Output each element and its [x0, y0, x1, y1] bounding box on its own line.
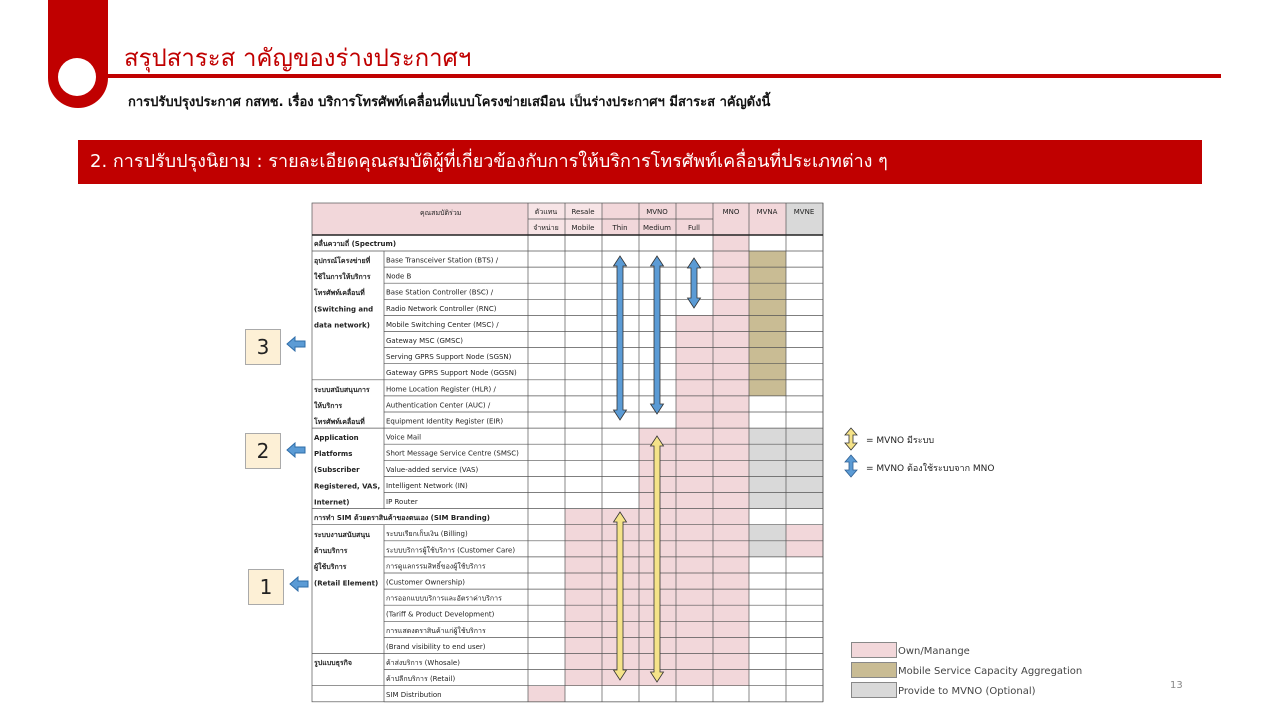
service-fill-col-7: [713, 509, 749, 686]
header-thin: Thin: [612, 224, 628, 232]
row-item-label: Base Station Controller (BSC) /: [386, 288, 494, 297]
sim-branding-label: การทำ SIM ด้วยตราสินค้าของตนเอง (SIM Branding): [314, 514, 490, 522]
full-core-cells: [676, 315, 713, 428]
header-full: Full: [688, 224, 700, 232]
platform-group-label: Platforms: [314, 450, 353, 459]
row-item-label: Base Transceiver Station (BTS) /: [386, 256, 499, 265]
legend-yellow-text: = MVNO มีระบบ: [866, 436, 935, 446]
platform-group-label: Internet): [314, 498, 350, 507]
marker-3: 3: [245, 329, 281, 365]
row-item-label: การแสดงตราสินค้าแก่ผู้ใช้บริการ: [386, 626, 486, 635]
row-item-label: Voice Mail: [386, 433, 422, 442]
mno-platform-cells: [713, 428, 749, 509]
network-group-label: โทรศัพท์เคลื่อนที่: [314, 289, 365, 298]
service-group-label: ผู้ใช้บริการ: [314, 563, 347, 572]
row-item-label: Value-added service (VAS): [386, 465, 479, 474]
page-subtitle: การปรับปรุงประกาศ กสทช. เรื่อง บริการโทรศัพท์เคลื่อนที่แบบโครงข่ายเสมือน เป็นร่างประกาศฯ มีสาระส าคัญดังนี้: [128, 95, 771, 110]
header-mno: MNO: [722, 208, 740, 216]
key-own-swatch: [851, 642, 897, 658]
service-group-label: ด้านบริการ: [314, 547, 348, 556]
row-item-label: Mobile Switching Center (MSC) /: [386, 320, 499, 329]
network-group-label: (Switching and: [314, 305, 374, 314]
row-item-label: Authentication Center (AUC) /: [386, 401, 491, 410]
row-item-label: Short Message Service Centre (SMSC): [386, 449, 519, 458]
network-group-label: data network): [314, 321, 370, 330]
support-group-label: ให้บริการ: [314, 402, 343, 411]
row-item-label: SIM Distribution: [386, 691, 442, 700]
row-item-label: Equipment Identity Register (EIR): [386, 417, 504, 426]
row-item-label: IP Router: [386, 498, 418, 506]
key-opt-swatch: [851, 682, 897, 698]
row-item-label: (Customer Ownership): [386, 578, 466, 587]
row-item-label: Home Location Register (HLR) /: [386, 385, 496, 394]
platform-group-label: Registered, VAS,: [314, 482, 381, 491]
key-opt-label: Provide to MVNO (Optional): [898, 686, 1036, 697]
header-mvna: MVNA: [756, 208, 778, 216]
row-item-label: การดูแลกรรมสิทธิ์ของผู้ใช้บริการ: [386, 562, 486, 571]
row-item-label: ระบบเรียกเก็บเงิน (Billing): [386, 530, 468, 539]
blue-double-arrow-icon: [844, 454, 858, 478]
network-mvna-cells: [749, 251, 786, 396]
key-own-label: Own/Manange: [898, 646, 970, 657]
legend-blue-text: = MVNO ต้องใช้ระบบจาก MNO: [866, 464, 995, 474]
row-item-label: Gateway MSC (GMSC): [386, 337, 463, 345]
network-group-label: ใช้ในการให้บริการ: [314, 273, 371, 282]
service-group-label: (Retail Element): [314, 579, 379, 588]
service-fill-col-3: [565, 509, 602, 686]
header-resale-2: Mobile: [571, 224, 595, 232]
service-group-label: ระบบงานสนับสนุน: [314, 531, 370, 539]
page-title: สรุปสาระส าคัญของร่างประกาศฯ: [124, 44, 472, 72]
key-agg-label: Mobile Service Capacity Aggregation: [898, 666, 1083, 677]
support-group-label: ระบบสนับสนุนการ: [314, 386, 370, 394]
header-mvno: MVNO: [646, 208, 668, 216]
marker-1: 1: [248, 569, 284, 605]
service-fill-col-6: [676, 509, 713, 686]
marker-2: 2: [245, 433, 281, 469]
section-banner: 2. การปรับปรุงนิยาม : รายละเอียดคุณสมบัติผู้ที่เกี่ยวข้องกับการให้บริการโทรศัพท์เคลื่อนที่ประเภทต่าง ๆ: [78, 140, 1202, 184]
header-agent-1: ตัวแทน: [534, 208, 558, 216]
agent-sim-cell: [528, 686, 565, 702]
mvna-platform-cells: [749, 428, 786, 509]
mvne-platform-cells: [786, 428, 823, 509]
row-item-label: Gateway GPRS Support Node (GGSN): [386, 369, 517, 378]
spectrum-label: คลื่นความถี่ (Spectrum): [314, 240, 397, 248]
medium-blue-arrow: [651, 256, 664, 414]
row-item-label: ค้าส่งบริการ (Whosale): [386, 659, 460, 667]
row-item-label: ค้าปลีกบริการ (Retail): [386, 675, 456, 684]
row-item-label: Radio Network Controller (RNC): [386, 304, 497, 313]
header-medium: Medium: [643, 224, 671, 232]
yellow-double-arrow-icon: [844, 427, 858, 451]
row-item-label: (Brand visibility to end user): [386, 642, 486, 651]
spectrum-mno-cell: [713, 235, 749, 251]
support-group-label: โทรศัพท์เคลื่อนที่: [314, 418, 365, 427]
row-item-label: (Tariff & Product Development): [386, 610, 495, 619]
row-item-label: Serving GPRS Support Node (SGSN): [386, 353, 512, 362]
platform-group-label: (Subscriber: [314, 466, 360, 475]
row-item-label: Node B: [386, 272, 412, 281]
header-common: คุณสมบัติร่วม: [420, 209, 462, 217]
header-resale-1: Resale: [571, 208, 595, 216]
business-group-label: รูปแบบธุรกิจ: [314, 659, 352, 667]
full-platform-cells: [676, 428, 713, 509]
row-item-label: การออกแบบบริการและอัตราค่าบริการ: [386, 594, 502, 603]
key-agg-swatch: [851, 662, 897, 678]
thin-blue-arrow: [614, 256, 627, 420]
row-item-label: Intelligent Network (IN): [386, 481, 468, 490]
header-agent-2: จำหน่าย: [533, 224, 559, 232]
row-item-label: ระบบบริการผู้ใช้บริการ (Customer Care): [386, 546, 516, 555]
page-number: 13: [1170, 680, 1183, 691]
network-group-label: อุปกรณ์โครงข่ายที่: [314, 257, 371, 265]
platform-group-label: Application: [314, 434, 359, 442]
network-mno-cells: [713, 251, 749, 428]
header-mvne: MVNE: [793, 208, 815, 216]
header-common-cell: [312, 203, 528, 235]
